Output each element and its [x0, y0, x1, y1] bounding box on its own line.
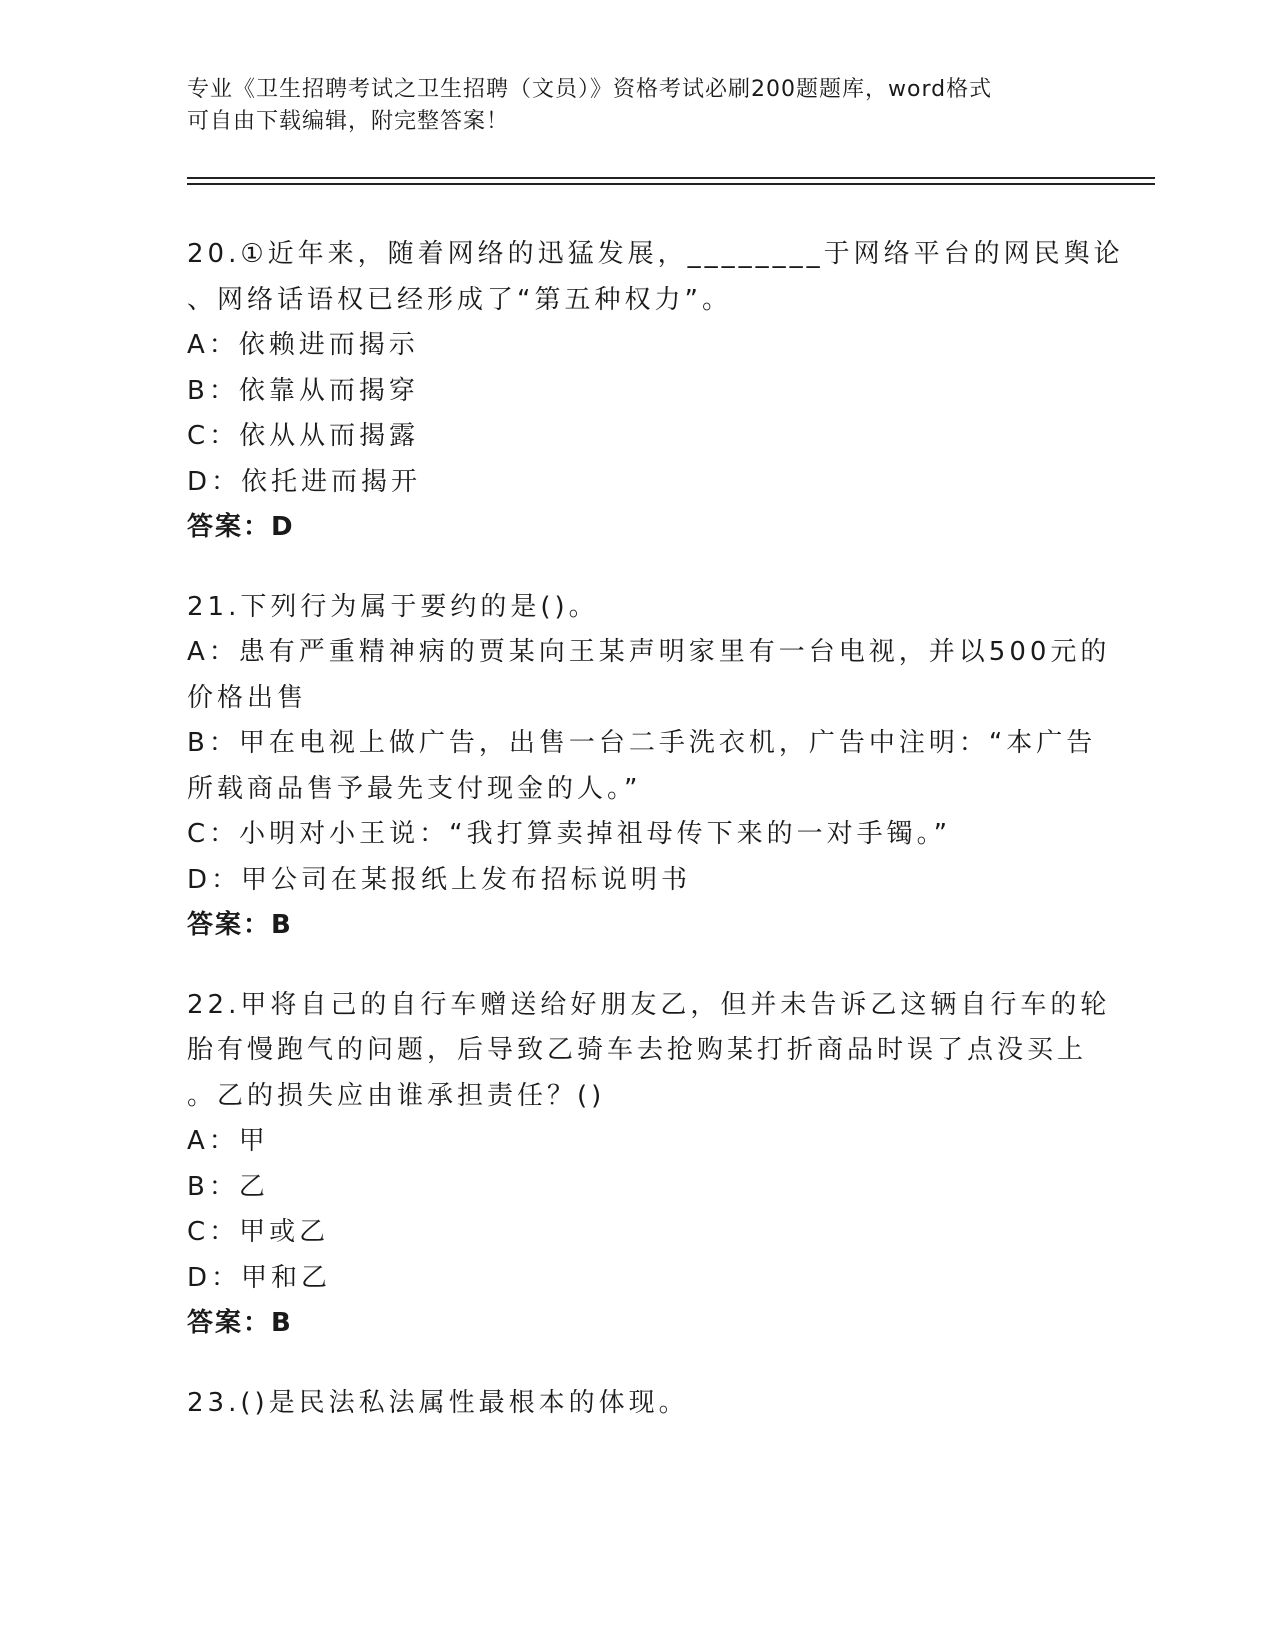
question-stem-line: 20.①近年来，随着网络的迅猛发展，________于网络平台的网民舆论	[187, 239, 1124, 269]
question-stem-line: 22.甲将自己的自行车赠送给好朋友乙，但并未告诉乙这辆自行车的轮	[187, 989, 1111, 1020]
answer-option-line: 价格出售	[187, 682, 308, 713]
header-divider-top	[187, 177, 1155, 179]
answer-option-line: C：依从从而揭露	[187, 421, 420, 451]
answer-option-line: D：甲公司在某报纸上发布招标说明书	[187, 864, 692, 895]
question-stem-line: 。乙的损失应由谁承担责任？()	[187, 1080, 606, 1111]
answer-key: 答案：B	[187, 910, 293, 940]
answer-option-line: A：甲	[187, 1126, 269, 1156]
answer-option-line: C：小明对小王说：“我打算卖掉祖母传下来的一对手镯。”	[187, 819, 952, 849]
answer-option-line: D：依托进而揭开	[187, 466, 422, 497]
answer-option-line: B：乙	[187, 1171, 269, 1202]
question-item	[187, 983, 1111, 1347]
answer-option-line: 所载商品售予最先支付现金的人。”	[187, 773, 642, 804]
header-divider-bottom	[187, 183, 1155, 185]
answer-option-line: D：甲和乙	[187, 1262, 332, 1293]
answer-option-line: A：患有严重精神病的贾某向王某声明家里有一台电视，并以500元的	[187, 637, 1111, 667]
question-stem-line: 21.下列行为属于要约的是()。	[187, 591, 599, 622]
answer-option-line: B：甲在电视上做广告，出售一台二手洗衣机，广告中注明：“本广告	[187, 728, 1097, 758]
question-item	[187, 1381, 1087, 1427]
answer-option-line: B：依靠从而揭穿	[187, 375, 419, 406]
header-line-1: 专业《卫生招聘考试之卫生招聘（文员）》资格考试必刷200题题库，word格式	[187, 77, 993, 102]
question-stem-line: 、网络话语权已经形成了“第五种权力”。	[187, 284, 732, 315]
question-item	[187, 232, 1124, 551]
document-header	[187, 74, 1067, 138]
answer-option-line: A：依赖进而揭示	[187, 330, 419, 360]
question-list	[187, 232, 1124, 1460]
answer-key: 答案：D	[187, 512, 295, 542]
header-line-2: 可自由下载编辑，附完整答案！	[187, 109, 510, 134]
answer-key: 答案：B	[187, 1308, 293, 1338]
question-stem-line: 胎有慢跑气的问题，后导致乙骑车去抢购某打折商品时误了点没买上	[187, 1035, 1088, 1065]
question-stem-line: 23.()是民法私法属性最根本的体现。	[187, 1387, 689, 1418]
question-item	[187, 585, 1111, 949]
answer-option-line: C：甲或乙	[187, 1217, 330, 1247]
